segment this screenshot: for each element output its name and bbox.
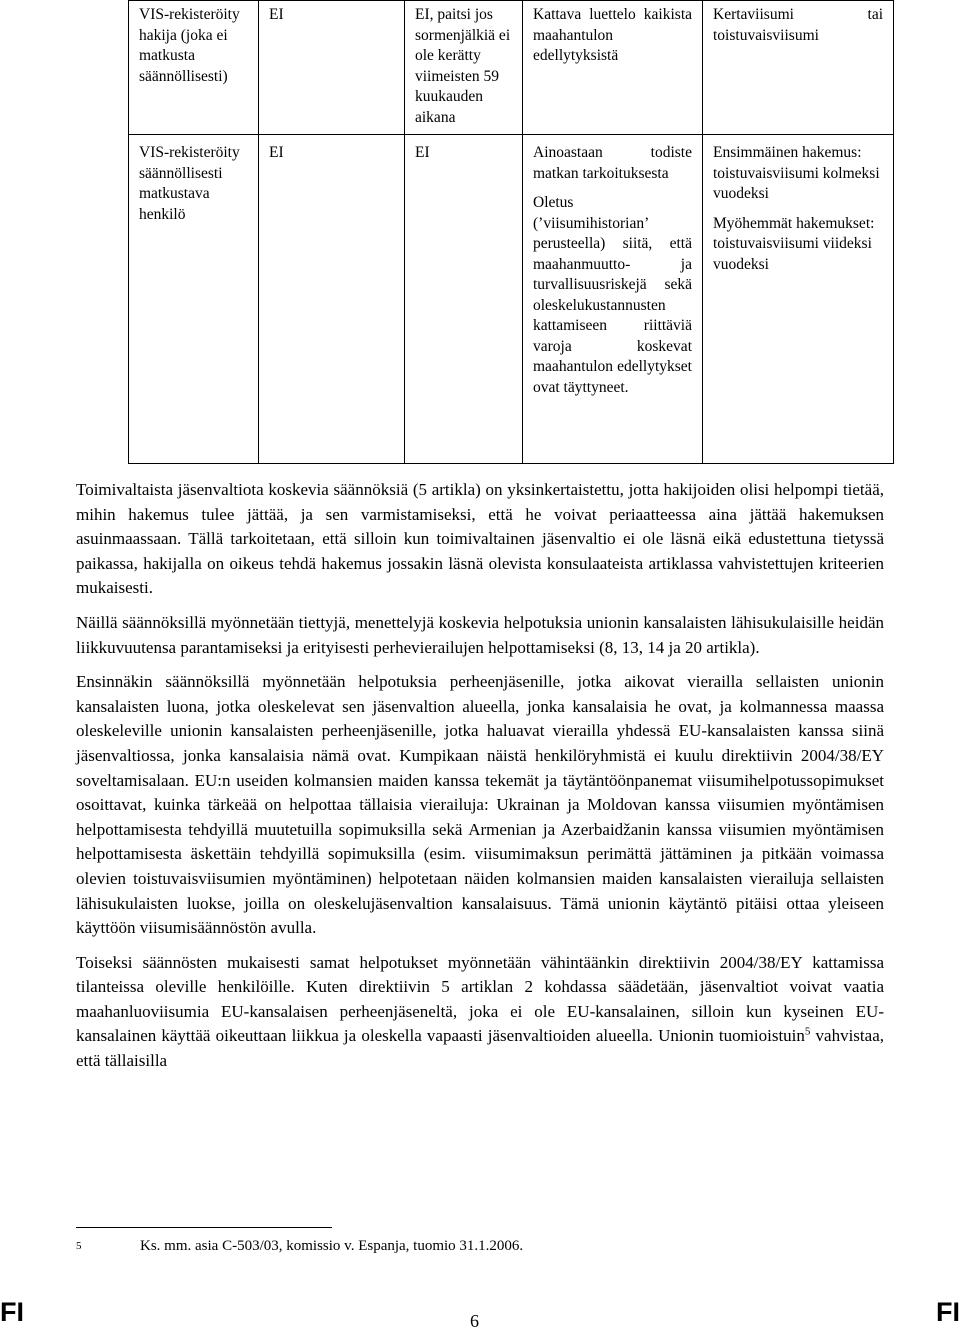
language-code-right: FI	[936, 1297, 960, 1327]
table-cell	[259, 135, 405, 464]
footnote-reference[interactable]: 5	[804, 1025, 811, 1038]
cell-text: Myöhemmät hakemukset: toistuvaisviisumi viideksi vuodeksi	[713, 214, 875, 273]
cell-text: VIS-rekisteröity säännöllisesti matkustava henkilö	[139, 144, 240, 223]
paragraph: Ensinnäkin säännöksillä myönnetään helpotuksia perheenjäsenille, jotka aikovat vierailla sellaisten unionin kansalaisten luona, jotka oleskelevat sen jäsenvaltion alueella, jonka kansalaisia he ovat, ja kolmannessa maassa oleskeleville unionin kansalaisten perheenjäsenille, jotka haluavat vierailla yhdessä EU-kansalaisten kanssa siinä jäsenvaltiossa, jonka kansalaisia nämä ovat. Kumpikaan näistä henkilöryhmistä ei kuulu direktiivin 2004/38/EY soveltamisalaan. EU:n useiden kolmansien maiden kanssa tekemät ja täytäntöönpanemat viisumihelpotussopimukset osoittavat, kuinka tärkeää on helpottaa tällaisia vierailuja: Ukrainan ja Moldovan kanssa viisumien myöntämisen helpottamisesta tehdyillä muutetuilla sopimuksilla sekä Armenian ja Azerbaidžanin kanssa viisumien myöntämisen helpottamisesta äskettäin tehdyillä sopimuksilla (esim. viisumimaksun perimättä jättäminen ja pitkään voimassa olevien toistuvaisviisumien myöntäminen) helpotetaan näiden kolmansien maiden kansalaisten vierailuja sellaisten lähisukulaisten luokse, joilla on oleskelujäsenvaltion kansalaisuus. Tämä unionin käytäntö pitäisi ottaa yleiseen käyttöön viisumisäännöstön avulla.	[76, 672, 884, 938]
cell-text: EI	[269, 144, 284, 161]
body-text	[76, 478, 884, 1084]
paragraph: Toimivaltaista jäsenvaltiota koskevia säännöksiä (5 artikla) on yksinkertaistettu, jotta hakijoiden olisi helpompi tietää, mihin hakemus tulee jättää, ja sen varmistamiseksi, että he voivat periaatteessa aina jättää hakemuksen asuinmaassaan. Tällä tarkoitetaan, että silloin kun toimivaltainen jäsenvaltio ei ole läsnä eikä edustettuna tietyssä paikassa, hakijalla on oikeus tehdä hakemus jossakin läsnä olevista konsulaateista artiklassa vahvistettujen kriteerien mukaisesti.	[76, 480, 884, 598]
footnote-text: Ks. mm. asia C-503/03, komissio v. Espanja, tuomio 31.1.2006.	[140, 1238, 524, 1254]
table-cell-visa-type	[703, 1, 894, 135]
footnote	[76, 1236, 884, 1256]
cell-text: VIS-rekisteröity hakija (joka ei matkusta säännöllisesti)	[139, 6, 240, 85]
table-cell	[405, 135, 523, 464]
requirements-table	[128, 0, 894, 464]
cell-text: Ainoastaan todiste matkan tarkoituksesta	[533, 144, 692, 182]
table-cell	[259, 1, 405, 135]
table-row	[129, 135, 894, 464]
cell-text: EI	[269, 6, 284, 23]
table-cell-applicant-type	[129, 1, 259, 135]
page-number: 6	[470, 1311, 479, 1331]
cell-text: Kattava luettelo kaikista maahantulon edellytyksistä	[533, 6, 692, 64]
table-cell-visa-type	[703, 135, 894, 464]
page-footer	[0, 1296, 960, 1332]
table-cell	[523, 135, 703, 464]
footnote-separator	[76, 1227, 332, 1228]
cell-text: Kertaviisumi tai toistuvaisviisumi	[713, 6, 883, 44]
paragraph-text: vahvistaa, että tällaisilla	[76, 1026, 884, 1071]
table-cell	[523, 1, 703, 135]
cell-text: EI, paitsi jos sormenjälkiä ei ole kerätty viimeisten 59 kuukauden aikana	[415, 6, 511, 126]
cell-text: Ensimmäinen hakemus: toistuvaisviisumi kolmeksi vuodeksi	[713, 144, 880, 202]
table-cell-applicant-type	[129, 135, 259, 464]
language-code-left: FI	[0, 1297, 24, 1327]
cell-text: Oletus (’viisumihistorian’ perusteella) siitä, että maahanmuutto- ja turvallisuusriskejä sekä oleskelukustannusten kattamiseen riittäviä varoja koskevat maahantulon edellytykset ovat täyttyneet.	[533, 194, 692, 396]
paragraph	[76, 951, 884, 1074]
table-row	[129, 1, 894, 135]
cell-text: EI	[415, 144, 430, 161]
footnote-number: 5	[76, 1240, 82, 1252]
table-cell	[405, 1, 523, 135]
paragraph: Näillä säännöksillä myönnetään tiettyjä, menettelyjä koskevia helpotuksia unionin kansalaisten lähisukulaisille heidän liikkuvuutensa parantamiseksi ja erityisesti perhevierailujen helpottamiseksi (8, 13, 14 ja 20 artikla).	[76, 612, 884, 657]
paragraph-text: Toiseksi säännösten mukaisesti samat helpotukset myönnetään vähintäänkin direktiivin 2004/38/EY kattamissa tilanteissa oleville henkilöille. Kuten direktiivin 5 artiklan 2 kohdassa säädetään, jäsenvaltiot voivat vaatia maahanluoviisumia EU-kansalaisen perheenjäseneltä, joka ei ole EU-kansalainen, silloin kun kyseinen EU-kansalainen käyttää oikeuttaan liikkua ja oleskella vapaasti jäsenvaltioiden alueella. Unionin tuomioistuin	[76, 952, 884, 1046]
